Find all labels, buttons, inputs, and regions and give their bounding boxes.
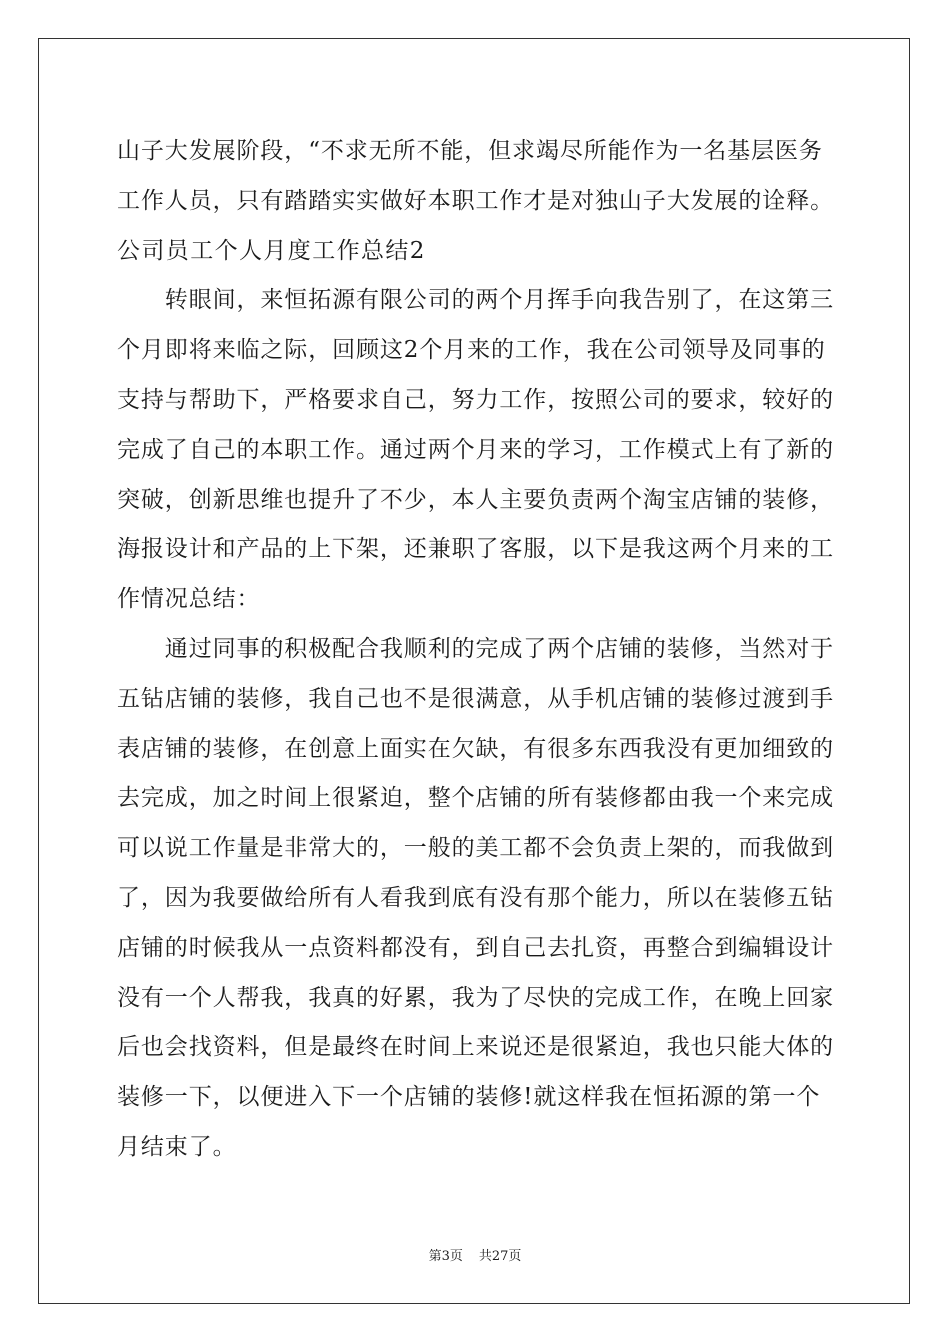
text-line: 山子大发展阶段，“不求无所不能，但求竭尽所能作为一名基层医务: [117, 138, 823, 164]
text-line: 店铺的时候我从一点资料都没有，到自己去扎资，再整合到编辑设计: [117, 934, 834, 961]
page-footer: [0, 1247, 950, 1267]
document-body: [117, 127, 835, 1173]
text-line: 五钻店铺的装修，我自己也不是很满意，从手机店铺的装修过渡到手: [117, 685, 834, 712]
text-line: 月结束了。: [117, 1133, 237, 1160]
text-line: 个月即将来临之际，回顾这2个月来的工作，我在公司领导及同事的: [117, 337, 826, 364]
text-line: 突破，创新思维也提升了不少，本人主要负责两个淘宝店铺的装修，: [117, 486, 834, 513]
text-line: 通过同事的积极配合我顺利的完成了两个店铺的装修，当然对于: [117, 635, 834, 662]
text-line: 去完成，加之时间上很紧迫，整个店铺的所有装修都由我一个来完成: [117, 785, 834, 812]
text-line: 海报设计和产品的上下架，还兼职了客服，以下是我这两个月来的工: [117, 536, 834, 563]
section-heading: 公司员工个人月度工作总结2: [117, 237, 426, 264]
page-count: 共27页: [478, 1249, 522, 1264]
text-line: 转眼间，来恒拓源有限公司的两个月挥手向我告别了，在这第三: [117, 287, 834, 314]
text-line: 了，因为我要做给所有人看我到底有没有那个能力，所以在装修五钻: [117, 884, 834, 911]
text-line: 支持与帮助下，严格要求自己，努力工作，按照公司的要求，较好的: [117, 386, 834, 413]
text-line: 工作人员，只有踏踏实实做好本职工作才是对独山子大发展的诠释。: [117, 187, 834, 214]
text-line: 完成了自己的本职工作。通过两个月来的学习，工作模式上有了新的: [117, 436, 834, 463]
text-line: 可以说工作量是非常大的，一般的美工都不会负责上架的，而我做到: [117, 835, 834, 862]
text-line: 装修一下，以便进入下一个店铺的装修!就这样我在恒拓源的第一个: [117, 1084, 821, 1111]
text-line: 没有一个人帮我，我真的好累，我为了尽快的完成工作，在晚上回家: [117, 984, 834, 1011]
text-line: 后也会找资料，但是最终在时间上来说还是很紧迫，我也只能大体的: [117, 1034, 834, 1061]
page-number: 第3页: [428, 1249, 463, 1264]
text-line: 作情况总结：: [117, 586, 261, 613]
text-line: 表店铺的装修，在创意上面实在欠缺，有很多东西我没有更加细致的: [117, 735, 834, 762]
